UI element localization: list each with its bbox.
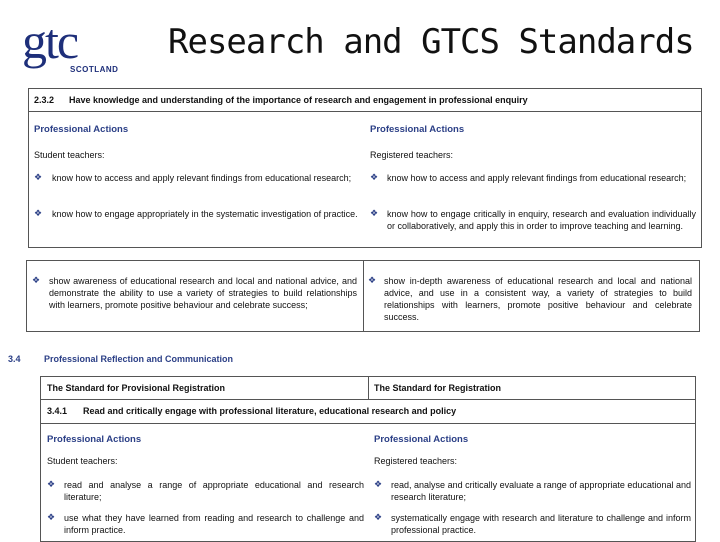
logo-wordmark: gtc: [22, 13, 78, 69]
diamond-bullet-icon: ❖: [32, 275, 41, 285]
section-34-heading: Professional Reflection and Communication: [44, 354, 234, 364]
section-232-table: [28, 88, 702, 248]
col-registration-header: The Standard for Registration: [374, 383, 502, 393]
section-341-table: [40, 376, 696, 542]
section-34-number: 3.4: [8, 354, 21, 364]
diamond-bullet-icon: ❖: [370, 172, 379, 182]
fragment-right-text: show in-depth awareness of educational research and local and national advice, and use in a consistent way, a variety of strategies to build relationships with learners, promote positive behaviour and celebrate success.: [384, 276, 692, 322]
logo-subtitle: SCOTLAND: [70, 65, 119, 74]
left-actions-label-2: Professional Actions: [47, 434, 142, 445]
section-232-heading: Have knowledge and understanding of the importance of research and engagement in professional enquiry: [69, 95, 528, 105]
right-bullet-3: read, analyse and critically evaluate a range of appropriate educational and research literature;: [391, 480, 691, 502]
left-actions-label: Professional Actions: [34, 124, 129, 135]
section-232-number: 2.3.2: [34, 95, 55, 105]
diamond-bullet-icon: ❖: [368, 275, 377, 285]
gtc-scotland-logo: [22, 13, 142, 82]
section-341-number: 3.4.1: [47, 406, 68, 416]
left-bullet-2: know how to engage appropriately in the systematic investigation of practice.: [52, 209, 358, 219]
fragment-left-text: show awareness of educational research and local and national advice, and demonstrate the ability to use a variety of strategies to build relationships with learners, promote positive behaviour and celebrate success;: [49, 276, 357, 310]
section-341-heading: Read and critically engage with professional literature, educational research and policy: [83, 406, 457, 416]
diamond-bullet-icon: ❖: [34, 172, 43, 182]
right-actions-label-2: Professional Actions: [374, 434, 469, 445]
left-bullet-1: know how to access and apply relevant findings from educational research;: [52, 173, 352, 183]
diamond-bullet-icon: ❖: [47, 512, 56, 522]
diamond-bullet-icon: ❖: [370, 208, 379, 218]
diamond-bullet-icon: ❖: [34, 208, 43, 218]
col-provisional-header: The Standard for Provisional Registration: [47, 383, 226, 393]
diamond-bullet-icon: ❖: [374, 512, 383, 522]
right-who-2: Registered teachers:: [374, 456, 458, 466]
right-bullet-1: know how to access and apply relevant findings from educational research;: [387, 173, 687, 183]
left-bullet-3: read and analyse a range of appropriate educational and research literature;: [64, 480, 364, 502]
fragment-table: [26, 260, 700, 332]
diamond-bullet-icon: ❖: [47, 479, 56, 489]
page-title: Research and GTCS Standards: [168, 22, 694, 62]
left-bullet-4: use what they have learned from reading and research to challenge and inform practice.: [64, 513, 364, 535]
right-who: Registered teachers:: [370, 150, 454, 160]
left-who-2: Student teachers:: [47, 456, 118, 466]
right-bullet-4: systematically engage with research and literature to challenge and inform professional practice.: [391, 513, 691, 535]
right-bullet-2: know how to engage critically in enquiry, research and evaluation individually or collaboratively, and apply this in order to improve teaching and learning.: [387, 209, 696, 231]
left-who: Student teachers:: [34, 150, 105, 160]
diamond-bullet-icon: ❖: [374, 479, 383, 489]
right-actions-label: Professional Actions: [370, 124, 465, 135]
